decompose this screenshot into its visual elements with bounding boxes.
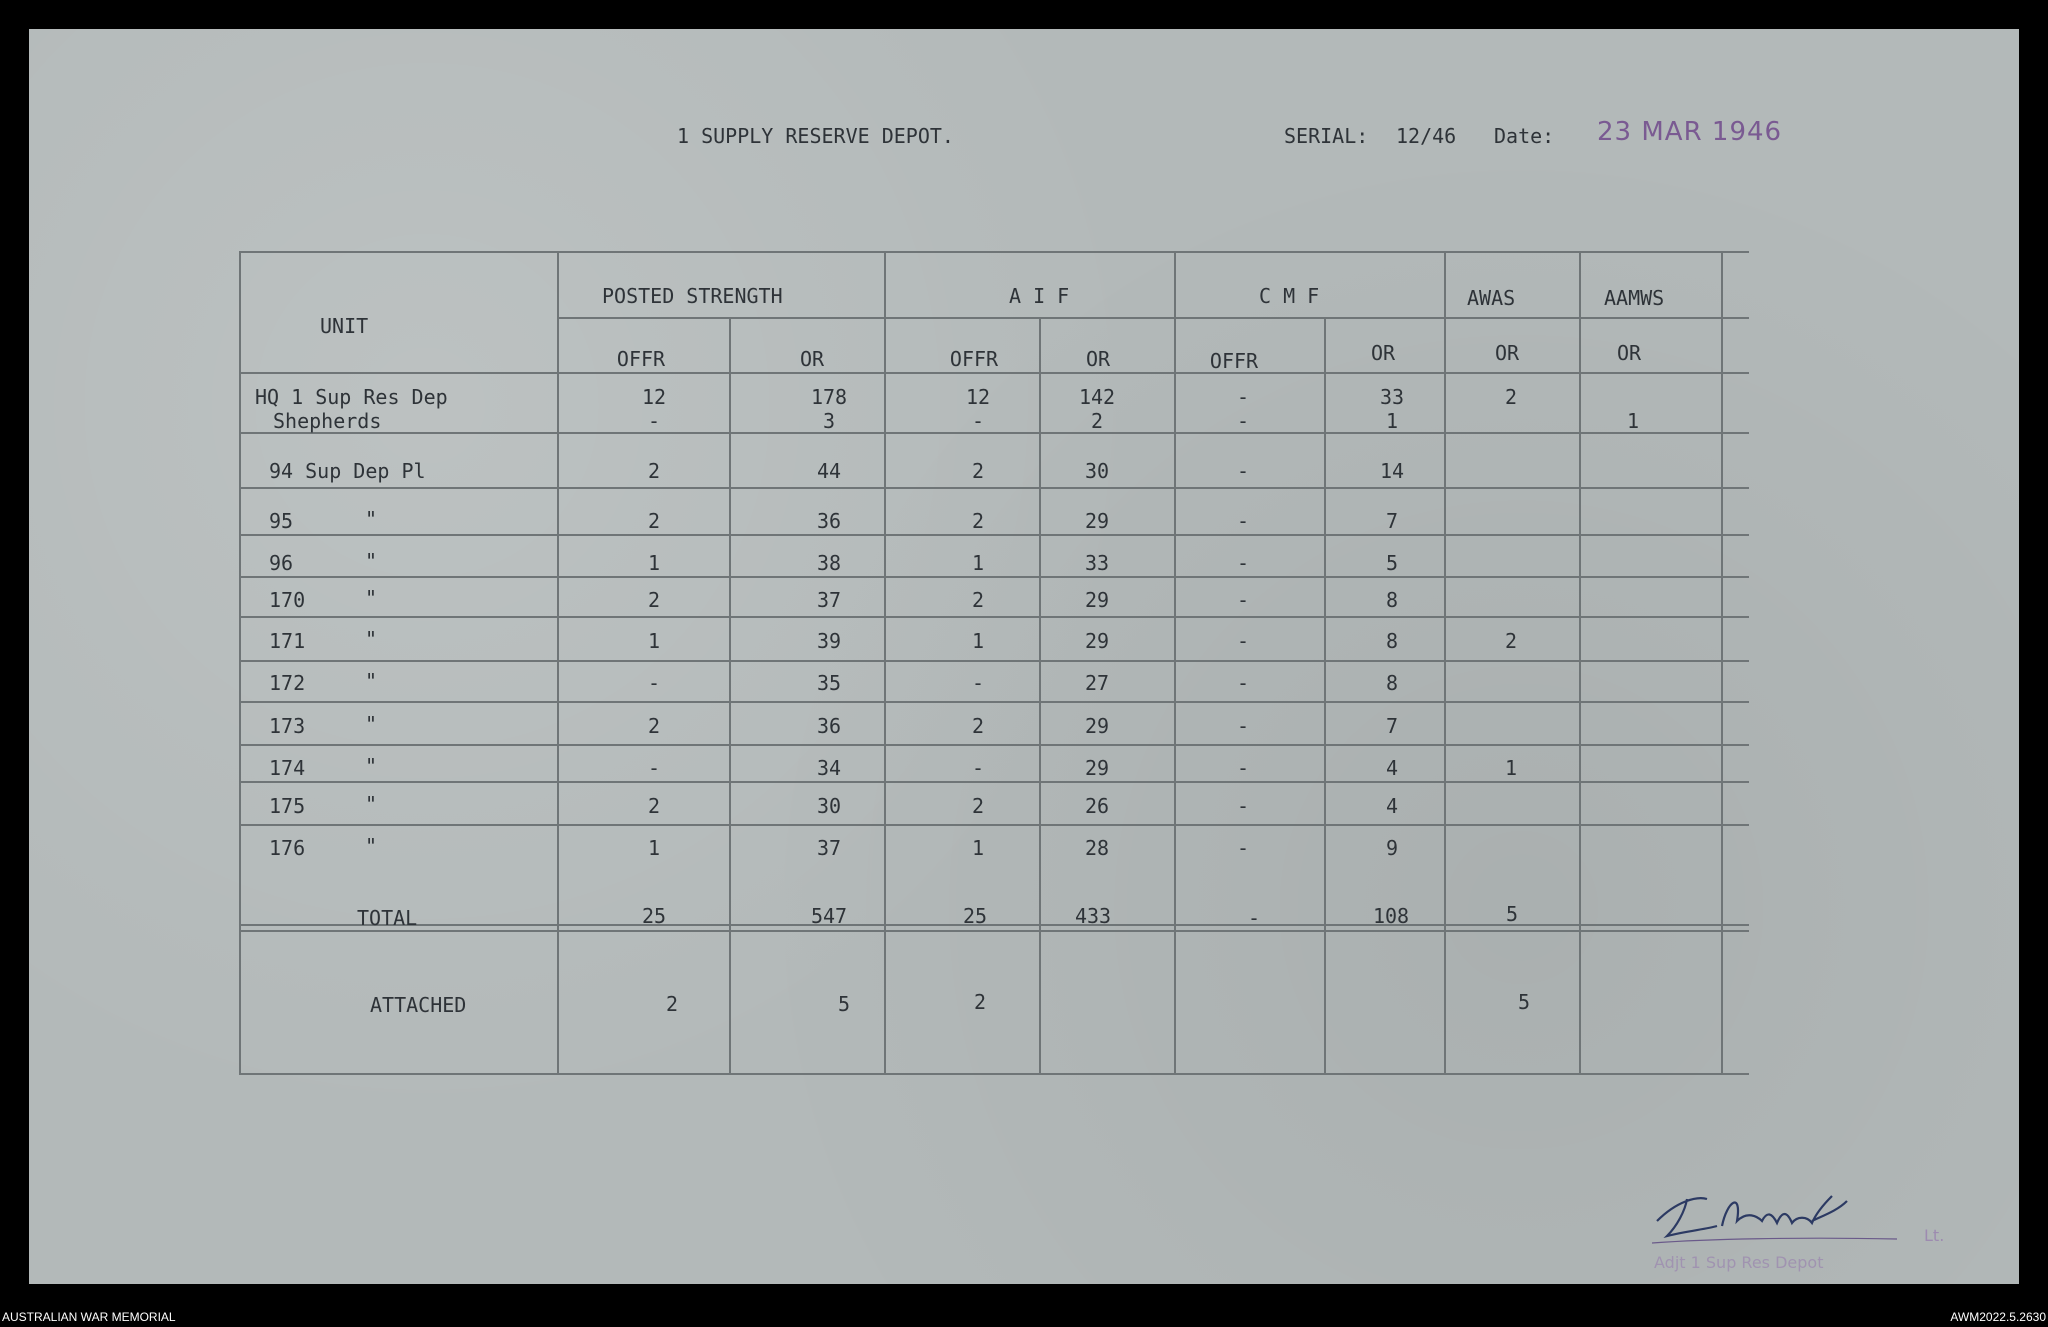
table-cell-cmf-or: 8: [1385, 588, 1399, 612]
ditto-mark: ": [365, 712, 378, 736]
table-line: [239, 372, 1749, 374]
table-cell-aif-offr: 12: [965, 385, 991, 409]
table-cell-ps-offr: 2: [647, 794, 661, 818]
date-stamp: 23 MAR 1946: [1597, 117, 1783, 147]
table-cell-cmf-or: 7: [1385, 714, 1399, 738]
depot-title: 1 SUPPLY RESERVE DEPOT.: [677, 124, 954, 148]
table-row-unit: HQ 1 Sup Res Dep: [255, 385, 448, 409]
table-cell-aif-or: 29: [1084, 756, 1110, 780]
lt-abbrev: Lt.: [1924, 1226, 1945, 1245]
table-line: [239, 251, 241, 1073]
subheader-offr: OFFR: [949, 347, 999, 371]
date-label: Date:: [1494, 124, 1555, 148]
table-cell-cmf-offr: -: [1236, 509, 1250, 533]
table-cell-ps-offr: 1: [647, 551, 661, 575]
total-aif-offr: 25: [962, 904, 988, 928]
table-cell-ps-or: 39: [816, 629, 842, 653]
table-cell-awas: 1: [1504, 756, 1518, 780]
table-cell-ps-offr: 2: [647, 459, 661, 483]
table-cell-aif-or: 142: [1078, 385, 1116, 409]
table-line: [239, 824, 1749, 826]
table-row-unit: 171: [269, 629, 306, 653]
table-cell-aif-offr: 2: [971, 509, 985, 533]
table-cell-aif-or: 30: [1084, 459, 1110, 483]
table-cell-cmf-offr: -: [1236, 836, 1250, 860]
table-cell-cmf-offr: -: [1236, 551, 1250, 575]
document-page: [29, 29, 2019, 1284]
group-header-awas: AWAS: [1467, 286, 1516, 310]
table-cell-cmf-or: 1: [1385, 409, 1399, 433]
table-cell-cmf-or: 5: [1385, 551, 1399, 575]
table-cell-cmf-offr: -: [1236, 409, 1250, 433]
table-line: [239, 1073, 1749, 1075]
table-line: [239, 576, 1749, 578]
table-line: [1174, 251, 1176, 1073]
table-line: [557, 317, 1749, 319]
subheader-or: OR: [1085, 347, 1111, 371]
total-cmf-or: 108: [1372, 904, 1410, 928]
subheader-or: OR: [1616, 341, 1642, 365]
table-cell-ps-offr: 2: [647, 714, 661, 738]
group-header-posted: POSTED STRENGTH: [602, 284, 783, 308]
serial-label: SERIAL:: [1284, 124, 1369, 148]
signature-stamp: Adjt 1 Sup Res Depot: [1654, 1253, 1824, 1272]
table-cell-aif-or: 28: [1084, 836, 1110, 860]
ditto-mark: ": [365, 754, 378, 778]
table-row-unit: 96: [269, 551, 294, 575]
table-cell-cmf-offr: -: [1236, 714, 1250, 738]
table-cell-aif-or: 33: [1084, 551, 1110, 575]
attached-ps-offr: 2: [665, 992, 679, 1016]
table-row-unit: 174: [269, 756, 306, 780]
signature: [1647, 1181, 1907, 1251]
table-line: [239, 781, 1749, 783]
serial-value: 12/46: [1396, 124, 1457, 148]
table-cell-ps-or: 34: [816, 756, 842, 780]
table-row-unit: 94 Sup Dep Pl: [269, 459, 426, 483]
attached-awas: 5: [1517, 990, 1531, 1014]
table-line: [239, 744, 1749, 746]
table-cell-aif-offr: 2: [971, 714, 985, 738]
table-cell-awas: 2: [1504, 385, 1518, 409]
table-cell-cmf-or: 8: [1385, 629, 1399, 653]
table-cell-aif-or: 29: [1084, 509, 1110, 533]
table-cell-cmf-offr: -: [1236, 671, 1250, 695]
total-aif-or: 433: [1074, 904, 1112, 928]
group-header-aamws: AAMWS: [1604, 286, 1665, 310]
total-ps-or: 547: [810, 904, 848, 928]
table-row-unit: 175: [269, 794, 306, 818]
subheader-or: OR: [799, 347, 825, 371]
table-cell-ps-offr: 1: [647, 836, 661, 860]
table-cell-ps-offr: -: [647, 409, 661, 433]
table-cell-aif-or: 27: [1084, 671, 1110, 695]
group-header-cmf: C M F: [1259, 284, 1320, 308]
table-cell-aif-offr: 2: [971, 459, 985, 483]
table-cell-ps-or: 38: [816, 551, 842, 575]
table-cell-aif-offr: 1: [971, 836, 985, 860]
table-cell-ps-or: 35: [816, 671, 842, 695]
table-cell-ps-offr: 2: [647, 588, 661, 612]
table-cell-aif-offr: 2: [971, 588, 985, 612]
table-cell-ps-or: 37: [816, 588, 842, 612]
table-line: [239, 616, 1749, 618]
table-line: [239, 534, 1749, 536]
table-cell-awas: 2: [1504, 629, 1518, 653]
table-cell-aif-or: 2: [1090, 409, 1104, 433]
table-cell-aif-offr: -: [971, 756, 985, 780]
table-line: [1721, 251, 1723, 1073]
table-cell-cmf-or: 8: [1385, 671, 1399, 695]
table-row-unit: 172: [269, 671, 306, 695]
total-label: TOTAL: [357, 906, 418, 930]
table-cell-cmf-offr: -: [1236, 459, 1250, 483]
table-row-unit: 176: [269, 836, 306, 860]
subheader-or: OR: [1370, 341, 1396, 365]
total-ps-offr: 25: [641, 904, 667, 928]
table-cell-aif-offr: -: [971, 671, 985, 695]
table-cell-ps-offr: 2: [647, 509, 661, 533]
table-cell-cmf-or: 14: [1379, 459, 1405, 483]
table-cell-cmf-or: 4: [1385, 794, 1399, 818]
table-line: [239, 930, 1749, 932]
table-line: [239, 660, 1749, 662]
group-header-aif: A I F: [1009, 284, 1070, 308]
table-cell-ps-or: 36: [816, 509, 842, 533]
total-cmf-offr: -: [1247, 906, 1261, 930]
table-cell-aamws: 1: [1626, 409, 1640, 433]
table-line: [239, 487, 1749, 489]
ditto-mark: ": [365, 507, 378, 531]
table-cell-aif-or: 29: [1084, 629, 1110, 653]
subheader-offr: OFFR: [616, 347, 666, 371]
attached-ps-or: 5: [837, 992, 851, 1016]
table-line: [557, 251, 559, 1073]
table-cell-cmf-or: 4: [1385, 756, 1399, 780]
table-cell-aif-offr: 2: [971, 794, 985, 818]
footer-catalog-id: AWM2022.5.2630: [1950, 1310, 2046, 1324]
table-cell-cmf-or: 33: [1379, 385, 1405, 409]
table-cell-ps-or: 30: [816, 794, 842, 818]
ditto-mark: ": [365, 834, 378, 858]
attached-aif-offr: 2: [973, 990, 987, 1014]
subheader-or: OR: [1494, 341, 1520, 365]
ditto-mark: ": [365, 549, 378, 573]
table-cell-ps-offr: 1: [647, 629, 661, 653]
attached-label: ATTACHED: [370, 993, 467, 1017]
table-cell-aif-or: 29: [1084, 714, 1110, 738]
col-header-unit: UNIT: [320, 314, 369, 338]
table-cell-aif-or: 26: [1084, 794, 1110, 818]
table-cell-aif-offr: 1: [971, 551, 985, 575]
table-row-unit: 95: [269, 509, 294, 533]
table-row-unit: 173: [269, 714, 306, 738]
table-cell-cmf-offr: -: [1236, 794, 1250, 818]
ditto-mark: ": [365, 586, 378, 610]
table-cell-ps-offr: -: [647, 671, 661, 695]
table-cell-cmf-or: 9: [1385, 836, 1399, 860]
ditto-mark: ": [365, 669, 378, 693]
table-line: [729, 317, 731, 1073]
total-awas: 5: [1505, 902, 1519, 926]
table-cell-aif-offr: 1: [971, 629, 985, 653]
table-cell-ps-or: 178: [810, 385, 848, 409]
table-cell-aif-offr: -: [971, 409, 985, 433]
table-cell-ps-or: 36: [816, 714, 842, 738]
footer-archive-name: AUSTRALIAN WAR MEMORIAL: [2, 1310, 176, 1324]
table-cell-cmf-offr: -: [1236, 588, 1250, 612]
table-line: [1324, 317, 1326, 1073]
table-row-unit: 170: [269, 588, 306, 612]
subheader-offr: OFFR: [1209, 349, 1259, 373]
table-cell-cmf-offr: -: [1236, 385, 1250, 409]
table-cell-aif-or: 29: [1084, 588, 1110, 612]
table-cell-ps-or: 37: [816, 836, 842, 860]
table-cell-ps-offr: 12: [641, 385, 667, 409]
table-line: [884, 251, 886, 1073]
table-cell-cmf-offr: -: [1236, 629, 1250, 653]
ditto-mark: ": [365, 627, 378, 651]
table-row-unit: Shepherds: [273, 409, 382, 433]
table-cell-ps-offr: -: [647, 756, 661, 780]
table-cell-cmf-offr: -: [1236, 756, 1250, 780]
table-line: [239, 251, 1749, 253]
table-line: [1444, 251, 1446, 1073]
table-cell-cmf-or: 7: [1385, 509, 1399, 533]
table-line: [239, 701, 1749, 703]
table-cell-ps-or: 44: [816, 459, 842, 483]
table-cell-ps-or: 3: [822, 409, 836, 433]
table-line: [1579, 251, 1581, 1073]
ditto-mark: ": [365, 792, 378, 816]
